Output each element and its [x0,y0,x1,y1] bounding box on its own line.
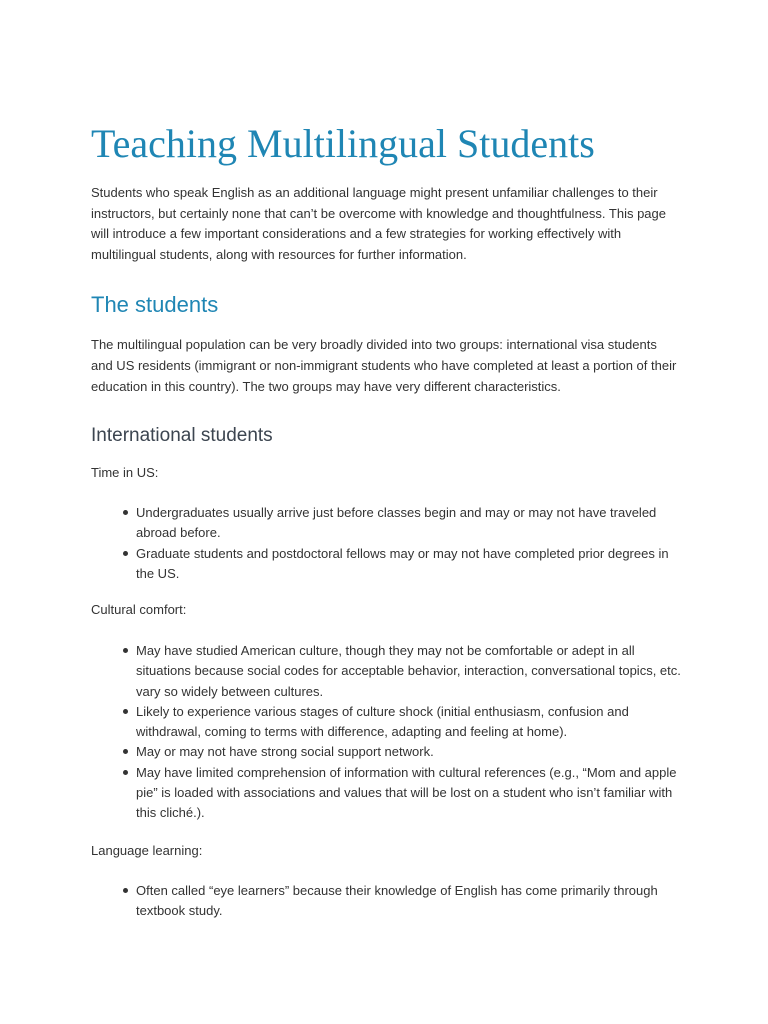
bullet-icon [123,709,128,714]
language-learning-label: Language learning: [91,843,203,858]
language-learning-list [123,881,681,922]
list-item-text: May have limited comprehension of information with cultural references (e.g., “Mom and apple pie” is loaded with associations and values that will be lost on a student who isn’t familiar with this cliché.). [136,764,677,821]
bullet-icon [123,749,128,754]
list-item-text: Often called “eye learners” because their knowledge of English has come primarily through textbook study. [136,883,658,919]
list-item [123,881,681,922]
time-in-us-label: Time in US: [91,465,159,480]
list-item [123,702,681,743]
bullet-icon [123,770,128,775]
students-heading: The students [91,292,219,317]
intro-paragraph: Students who speak English as an additional language might present unfamiliar challenges to their instructors, but certainly none that can’t be overcome with knowledge and thoughtfulness. This page will introduce a few important considerations and a few strategies for working effectively with multilingual students, along with resources for further information. [91,185,666,262]
cultural-comfort-label: Cultural comfort: [91,602,187,617]
list-item [123,763,681,824]
list-item [123,742,681,762]
cultural-comfort-list [123,641,681,824]
list-item [123,641,681,702]
bullet-icon [123,648,128,653]
list-item-text: May or may not have strong social support network. [136,744,434,760]
international-students-heading: International students [91,425,273,446]
students-paragraph: The multilingual population can be very broadly divided into two groups: international visa students and US residents (immigrant or non-immigrant students who have completed at least a portion of their education in this country). The two groups may have very different characteristics. [91,337,677,394]
list-item-text: Graduate students and postdoctoral fellows may or may not have completed prior degrees in the US. [136,545,669,581]
list-item-text: May have studied American culture, though they may not be comfortable or adept in all situations because social codes for acceptable behavior, interaction, conversational topics, etc. vary so widely between cultures. [136,643,681,699]
bullet-icon [123,551,128,556]
list-item [123,503,681,544]
page-title: Teaching Multilingual Students [91,121,595,166]
list-item [123,544,681,585]
time-in-us-list [123,503,681,584]
bullet-icon [123,888,128,893]
list-item-text: Undergraduates usually arrive just before classes begin and may or may not have traveled abroad before. [136,505,657,541]
list-item-text: Likely to experience various stages of culture shock (initial enthusiasm, confusion and withdrawal, coming to terms with difference, adapting and feeling at home). [136,703,629,740]
bullet-icon [123,510,128,515]
